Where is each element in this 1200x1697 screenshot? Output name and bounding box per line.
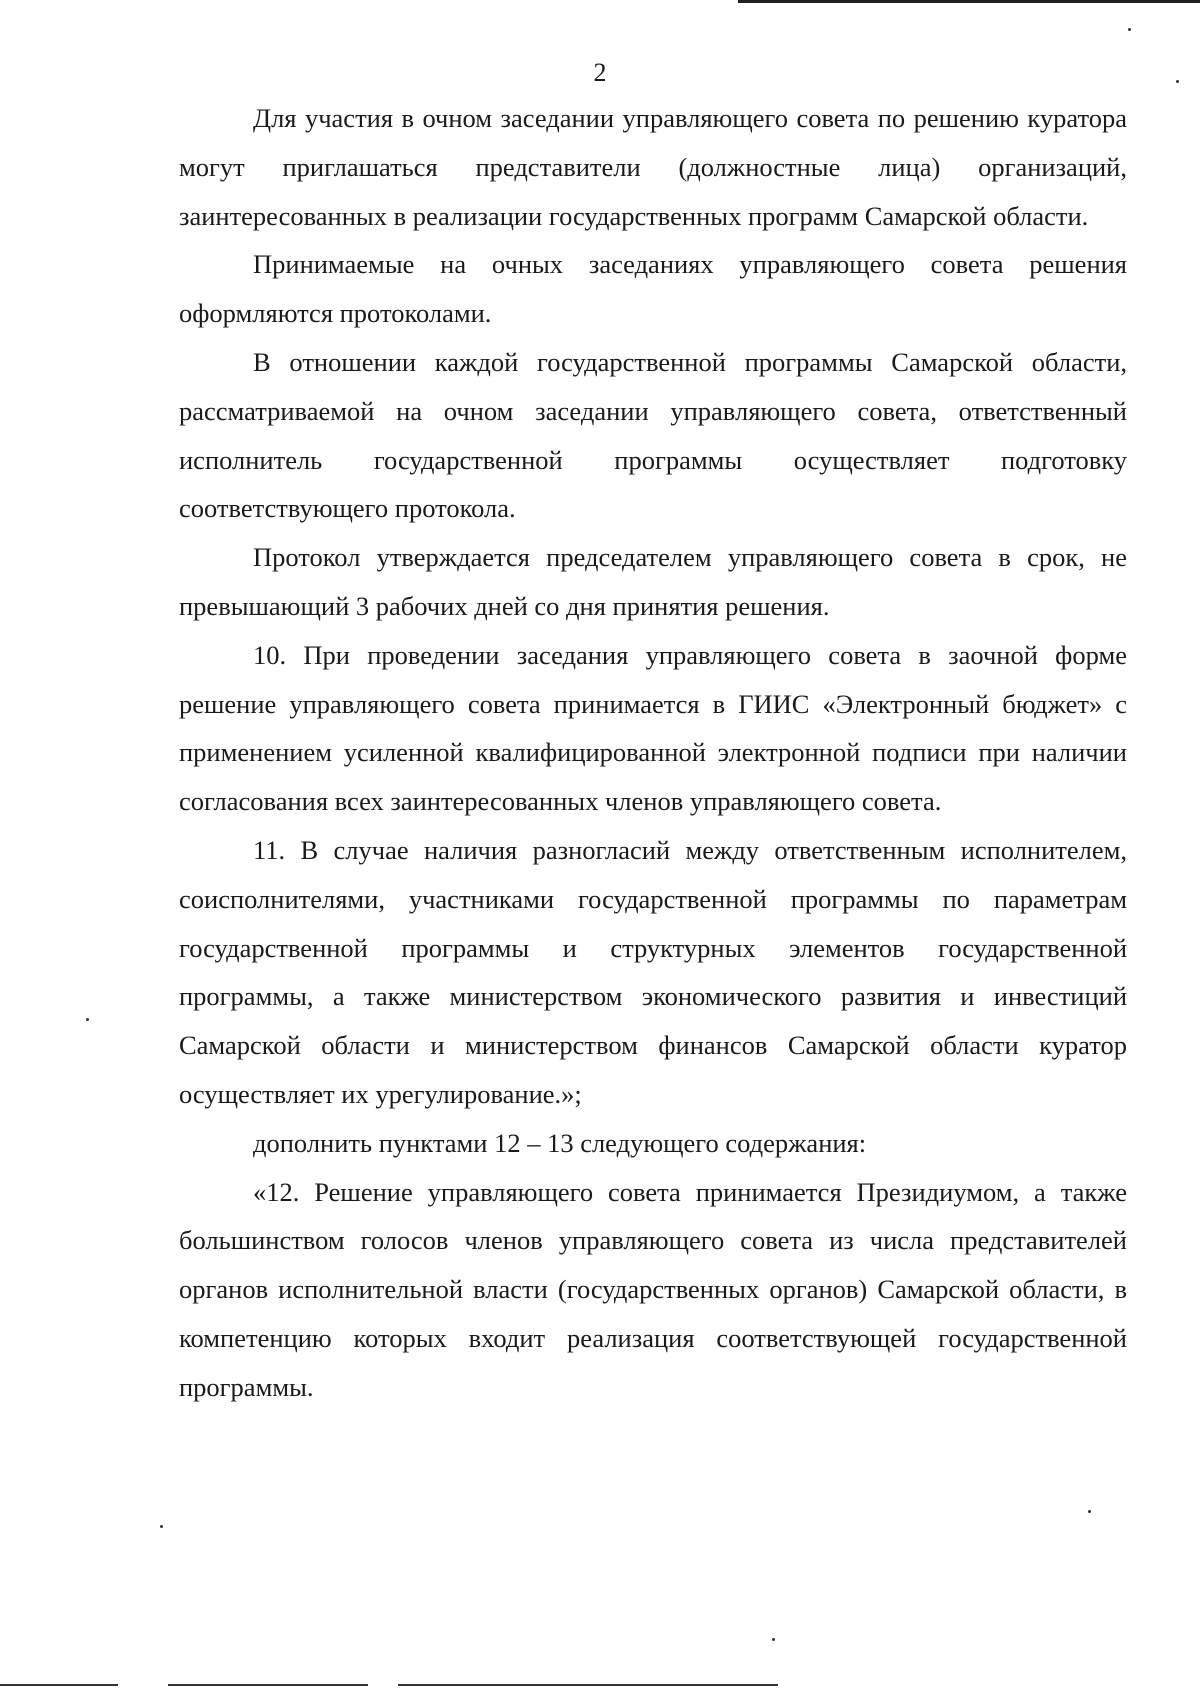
page-number: 2: [593, 58, 607, 87]
scan-speck: [1088, 1510, 1091, 1513]
paragraph-invite-representatives: Для участия в очном заседании управляющего совета по решению куратора могут приглашаться представители (должностные лица) организаций, заинтересованных в реализации государственных программ Самарской области.: [179, 103, 1127, 231]
scan-speck: [772, 1638, 775, 1641]
paragraph-protocols: Принимаемые на очных заседаниях управляющего совета решения оформляются протоколами.: [179, 249, 1127, 329]
scan-speck: [160, 1525, 163, 1528]
paragraph-amendment-intro: дополнить пунктами 12 – 13 следующего содержания:: [253, 1127, 867, 1158]
paragraph-protocol-approval: Протокол утверждается председателем управляющего совета в срок, не превышающий 3 рабочих дней со дня принятия решения.: [179, 542, 1127, 621]
top-edge-rule: [738, 0, 1200, 3]
scan-speck: [86, 1018, 89, 1021]
bottom-edge-rule: [168, 1684, 368, 1686]
paragraph-protocol-preparation: В отношении каждой государственной программы Самарской области, рассматриваемой на очном заседании управляющего совета, ответственный исполнитель государственной программы осуществляет подготовку соответствующего протокола.: [179, 346, 1127, 524]
scan-speck: [1128, 28, 1131, 31]
paragraph-item-10: 10. При проведении заседания управляющего совета в заочной форме решение управляющего совета принимается в ГИИС «Электронный бюджет» с применением усиленной квалифицированной электронной подписи при наличии согласования всех заинтересованных членов управляющего совета.: [179, 639, 1127, 817]
bottom-edge-rule: [398, 1684, 778, 1686]
bottom-edge-rule: [0, 1684, 118, 1686]
scan-speck: [1176, 80, 1179, 83]
paragraph-item-12: «12. Решение управляющего совета принимается Президиумом, а также большинством голосов членов управляющего совета из числа представителей органов исполнительной власти (государственных органов) Самарской области, в компетенцию которых входит реализация соответствующей государственной программы.: [179, 1176, 1127, 1402]
paragraph-item-11: 11. В случае наличия разногласий между ответственным исполнителем, соисполнителями, участниками государственной программы по параметрам государственной программы и структурных элементов государственной программы, а также министерством экономического развития и инвестиций Самарской области и министерством финансов Самарской области куратор осуществляет их урегулирование.»;: [179, 834, 1127, 1109]
document-body: [179, 94, 1127, 1412]
